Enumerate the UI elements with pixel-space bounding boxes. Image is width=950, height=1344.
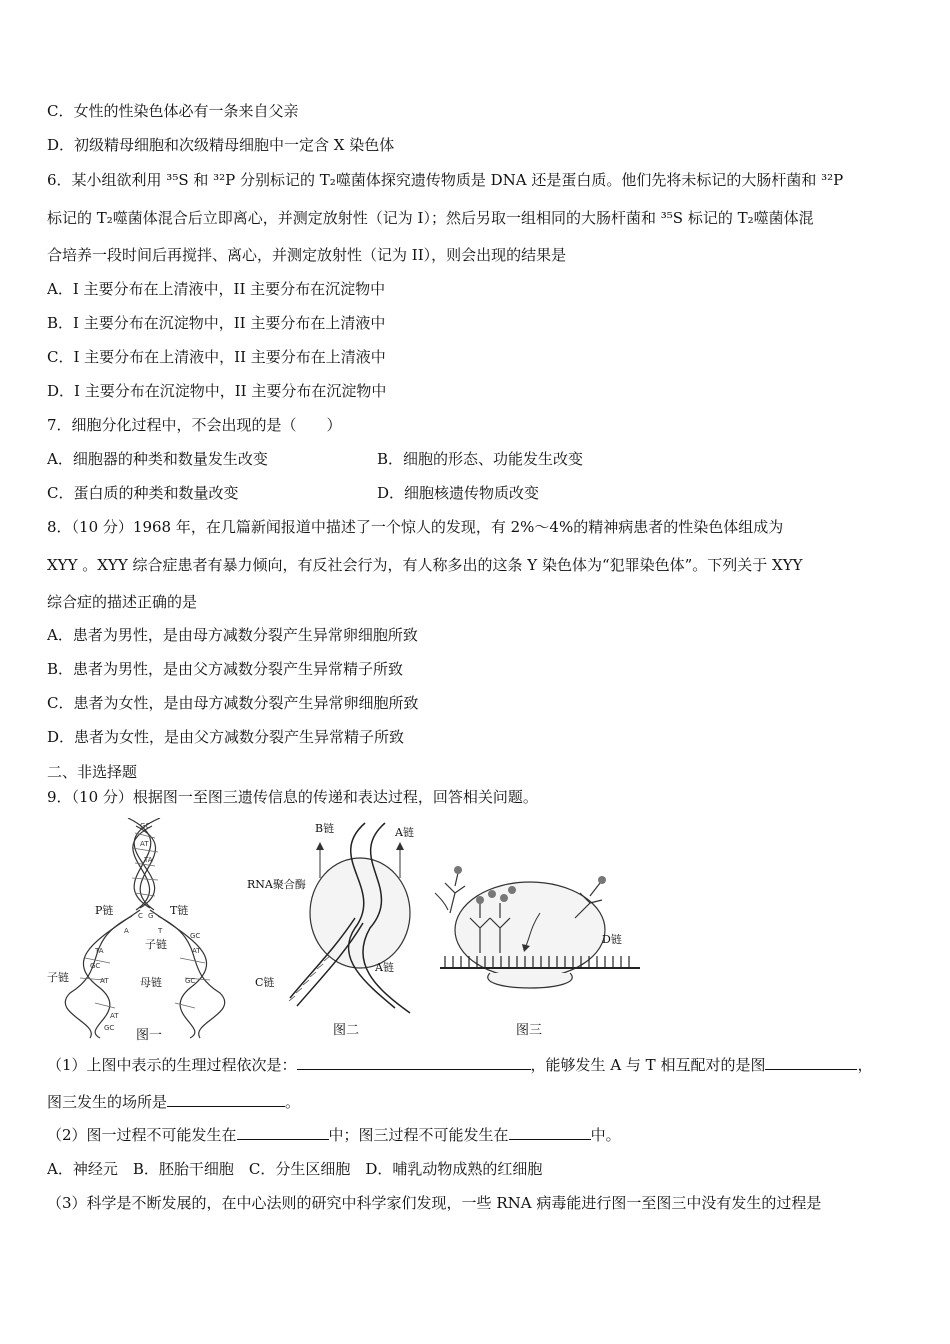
q9-part2: （2）图一过程不可能发生在 中；图三过程不可能发生在 中。 <box>47 1126 621 1144</box>
parent-strand-label: 母链 <box>140 976 162 989</box>
q8-line1: 8．（10 分）1968 年，在几篇新闻报道中描述了一个惊人的发现，有 2%～4%的精神病患者的性染色体组成为 <box>47 518 784 536</box>
rna-polymerase-label: RNA聚合酶 <box>247 878 306 891</box>
option-d: D．初级精母细胞和次级精母细胞中一定含 X 染色体 <box>47 136 395 154</box>
option-c: C．女性的性染色体必有一条来自父亲 <box>47 102 299 120</box>
base-pair: TA <box>144 856 153 864</box>
answer-blank-fig3-cell[interactable] <box>509 1125 591 1140</box>
base: A <box>124 927 129 935</box>
q7-stem: 7．细胞分化过程中，不会出现的是（ ） <box>47 416 342 434</box>
base-pair: GC <box>190 932 201 940</box>
base-pair: AT <box>140 840 149 848</box>
figure-1-dna-replication <box>40 818 240 1043</box>
daughter-strand-label: 子链 <box>145 938 167 951</box>
p-strand-label: P链 <box>95 904 114 917</box>
q9-stem: 9．（10 分）根据图一至图三遗传信息的传递和表达过程，回答相关问题。 <box>47 788 538 806</box>
q8-line2: XYY 。XYY 综合症患者有暴力倾向，有反社会行为，有人称多出的这条 Y 染色体为“犯罪染色体”。下列关于 XYY <box>47 556 803 574</box>
t-strand-label: T链 <box>170 904 189 917</box>
q9-part1-line1: （1）上图中表示的生理过程依次是： ，能够发生 A 与 T 相互配对的是图 ， <box>47 1056 873 1074</box>
q7-option-c: C．蛋白质的种类和数量改变 <box>47 484 239 502</box>
q6-option-c: C．I 主要分布在上清液中，II 主要分布在上清液中 <box>47 348 386 366</box>
figure-2-caption: 图二 <box>333 1023 360 1038</box>
c-strand-label: C链 <box>255 976 275 989</box>
q7-option-b: B．细胞的形态、功能发生改变 <box>377 450 584 468</box>
answer-blank-figure[interactable] <box>765 1055 857 1070</box>
answer-blank-processes[interactable] <box>297 1055 531 1070</box>
base-pair: GC <box>104 1024 115 1032</box>
q9-part1-line2: 图三发生的场所是 。 <box>47 1093 301 1111</box>
q8-option-c: C．患者为女性，是由母方减数分裂产生异常卵细胞所致 <box>47 694 419 712</box>
b-strand-label: B链 <box>315 822 335 835</box>
base-pair: GC <box>90 962 101 970</box>
q8-option-a: A．患者为男性，是由母方减数分裂产生异常卵细胞所致 <box>47 626 418 644</box>
figure-1-caption: 图一 <box>136 1028 163 1043</box>
base: G <box>148 912 154 920</box>
q8-option-d: D．患者为女性，是由父方减数分裂产生异常精子所致 <box>47 728 405 746</box>
d-strand-label: D链 <box>602 933 622 946</box>
q6-option-b: B．I 主要分布在沉淀物中，II 主要分布在上清液中 <box>47 314 386 332</box>
q8-line3: 综合症的描述正确的是 <box>47 593 198 611</box>
figure-3-caption: 图三 <box>516 1023 543 1038</box>
a-strand-label-2: A链 <box>375 961 394 974</box>
q6-line3: 合培养一段时间后再搅拌、离心，并测定放射性（记为 II），则会出现的结果是 <box>47 246 567 264</box>
base-pair: AT <box>192 947 201 955</box>
answer-blank-fig1-cell[interactable] <box>237 1125 329 1140</box>
daughter-strand-label: 子链 <box>47 971 69 984</box>
q7-option-a: A．细胞器的种类和数量发生改变 <box>47 450 268 468</box>
answer-blank-location[interactable] <box>167 1092 285 1107</box>
a-strand-label: A链 <box>395 826 414 839</box>
base-pair: TA <box>95 947 104 955</box>
figure-3-translation <box>430 818 645 1008</box>
q8-option-b: B．患者为男性，是由父方减数分裂产生异常精子所致 <box>47 660 404 678</box>
q6-line1: 6．某小组欲利用 ³⁵S 和 ³²P 分别标记的 T₂噬菌体探究遗传物质是 DNA 还是蛋白质。他们先将未标记的大肠杆菌和 ³²P <box>47 171 844 189</box>
q6-line2: 标记的 T₂噬菌体混合后立即离心，并测定放射性（记为 I）；然后另取一组相同的大肠杆菌和 ³⁵S 标记的 T₂噬菌体混 <box>47 209 814 227</box>
q7-option-d: D．细胞核遗传物质改变 <box>377 484 540 502</box>
q6-option-a: A．I 主要分布在上清液中，II 主要分布在沉淀物中 <box>47 280 386 298</box>
base: C <box>138 912 143 920</box>
base-pair: GC <box>185 977 196 985</box>
q9-part2-options: A．神经元 B．胚胎干细胞 C．分生区细胞 D．哺乳动物成熟的红细胞 <box>47 1160 543 1178</box>
base-pair: AT <box>100 977 109 985</box>
base: T <box>158 927 163 935</box>
base-pair: GC <box>140 822 151 830</box>
q6-option-d: D．I 主要分布在沉淀物中，II 主要分布在沉淀物中 <box>47 382 387 400</box>
q9-part3: （3）科学是不断发展的，在中心法则的研究中科学家们发现，一些 RNA 病毒能进行图一至图三中没有发生的过程是 <box>47 1194 822 1212</box>
section-2-heading: 二、非选择题 <box>47 763 138 781</box>
base-pair: AT <box>110 1012 119 1020</box>
figure-2-transcription <box>245 818 435 1018</box>
